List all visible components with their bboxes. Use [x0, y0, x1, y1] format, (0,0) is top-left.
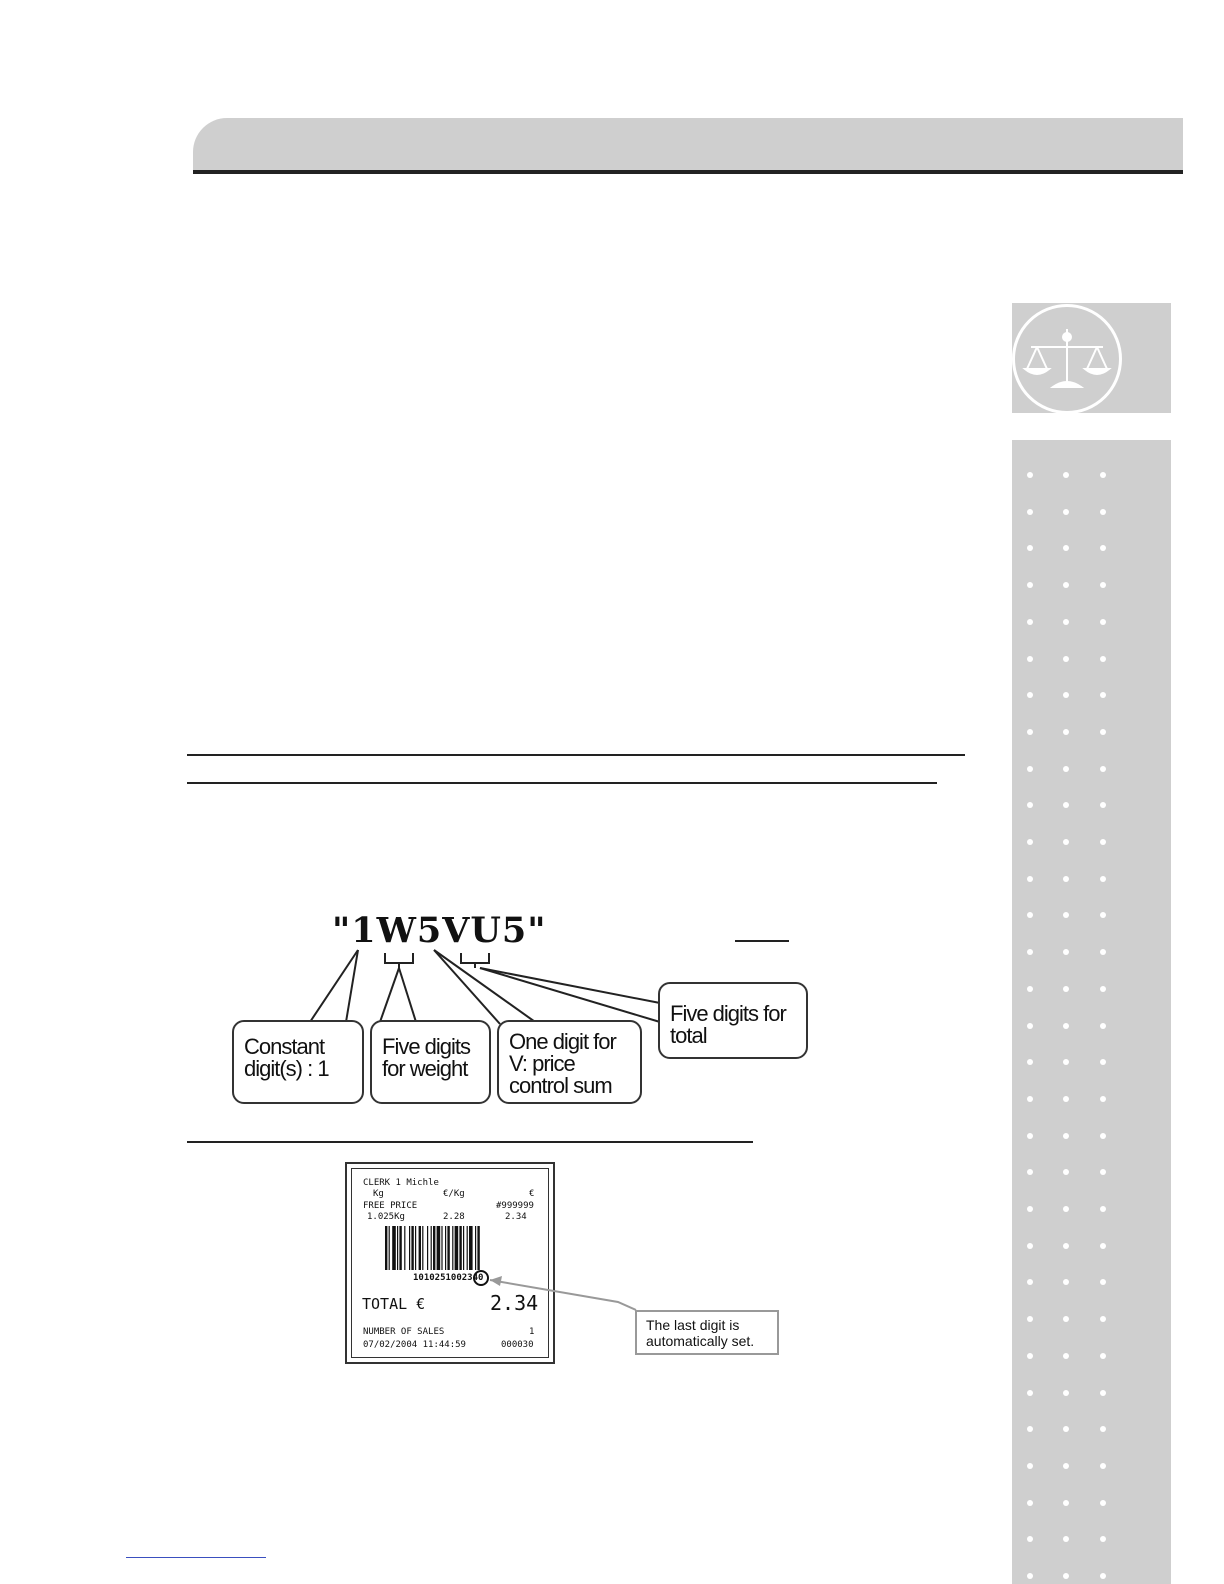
- callout-price-line3: control sum: [509, 1073, 612, 1098]
- receipt-total-value: 2.34: [490, 1291, 539, 1315]
- callout-total-line2: total: [670, 1023, 707, 1048]
- receipt-total-label: TOTAL €: [362, 1295, 426, 1313]
- callout-constant-line2: digit(s) : 1: [244, 1056, 329, 1081]
- note-line1: The last digit is: [646, 1317, 740, 1333]
- receipt-datetime: 07/02/2004 11:44:59: [363, 1340, 466, 1350]
- receipt-number: 000030: [501, 1340, 534, 1350]
- barcode-format-string: "1W5VU5": [332, 910, 547, 951]
- receipt-unit-kg: Kg: [373, 1189, 384, 1199]
- callout-weight-line1: Five digits: [382, 1034, 471, 1059]
- note-line2: automatically set.: [646, 1333, 755, 1349]
- receipt-sales-label: NUMBER OF SALES: [363, 1327, 445, 1337]
- callout-price-line1: One digit for: [509, 1029, 616, 1054]
- receipt-item-total: 2.34: [505, 1212, 527, 1222]
- receipt-clerk: CLERK 1 Michle: [363, 1178, 439, 1188]
- receipt-unit-currency: €: [529, 1189, 535, 1199]
- receipt-sales-value: 1: [529, 1327, 535, 1337]
- receipt-weight: 1.025Kg: [367, 1212, 405, 1222]
- callout-weight-line2: for weight: [382, 1056, 468, 1081]
- callout-total-line1: Five digits for: [670, 1001, 786, 1026]
- footer-link-underline: [126, 1557, 266, 1558]
- receipt-free-price: FREE PRICE: [363, 1201, 418, 1211]
- receipt-unit-price: €/Kg: [443, 1189, 465, 1199]
- callout-price-line2: V: price: [509, 1051, 575, 1076]
- barcode-digits: 1010251002340: [413, 1273, 484, 1283]
- receipt-plu: #999999: [496, 1201, 534, 1211]
- callout-constant-line1: Constant: [244, 1034, 325, 1059]
- receipt-price-per-kg: 2.28: [443, 1212, 465, 1222]
- note-last-digit: [635, 1310, 779, 1355]
